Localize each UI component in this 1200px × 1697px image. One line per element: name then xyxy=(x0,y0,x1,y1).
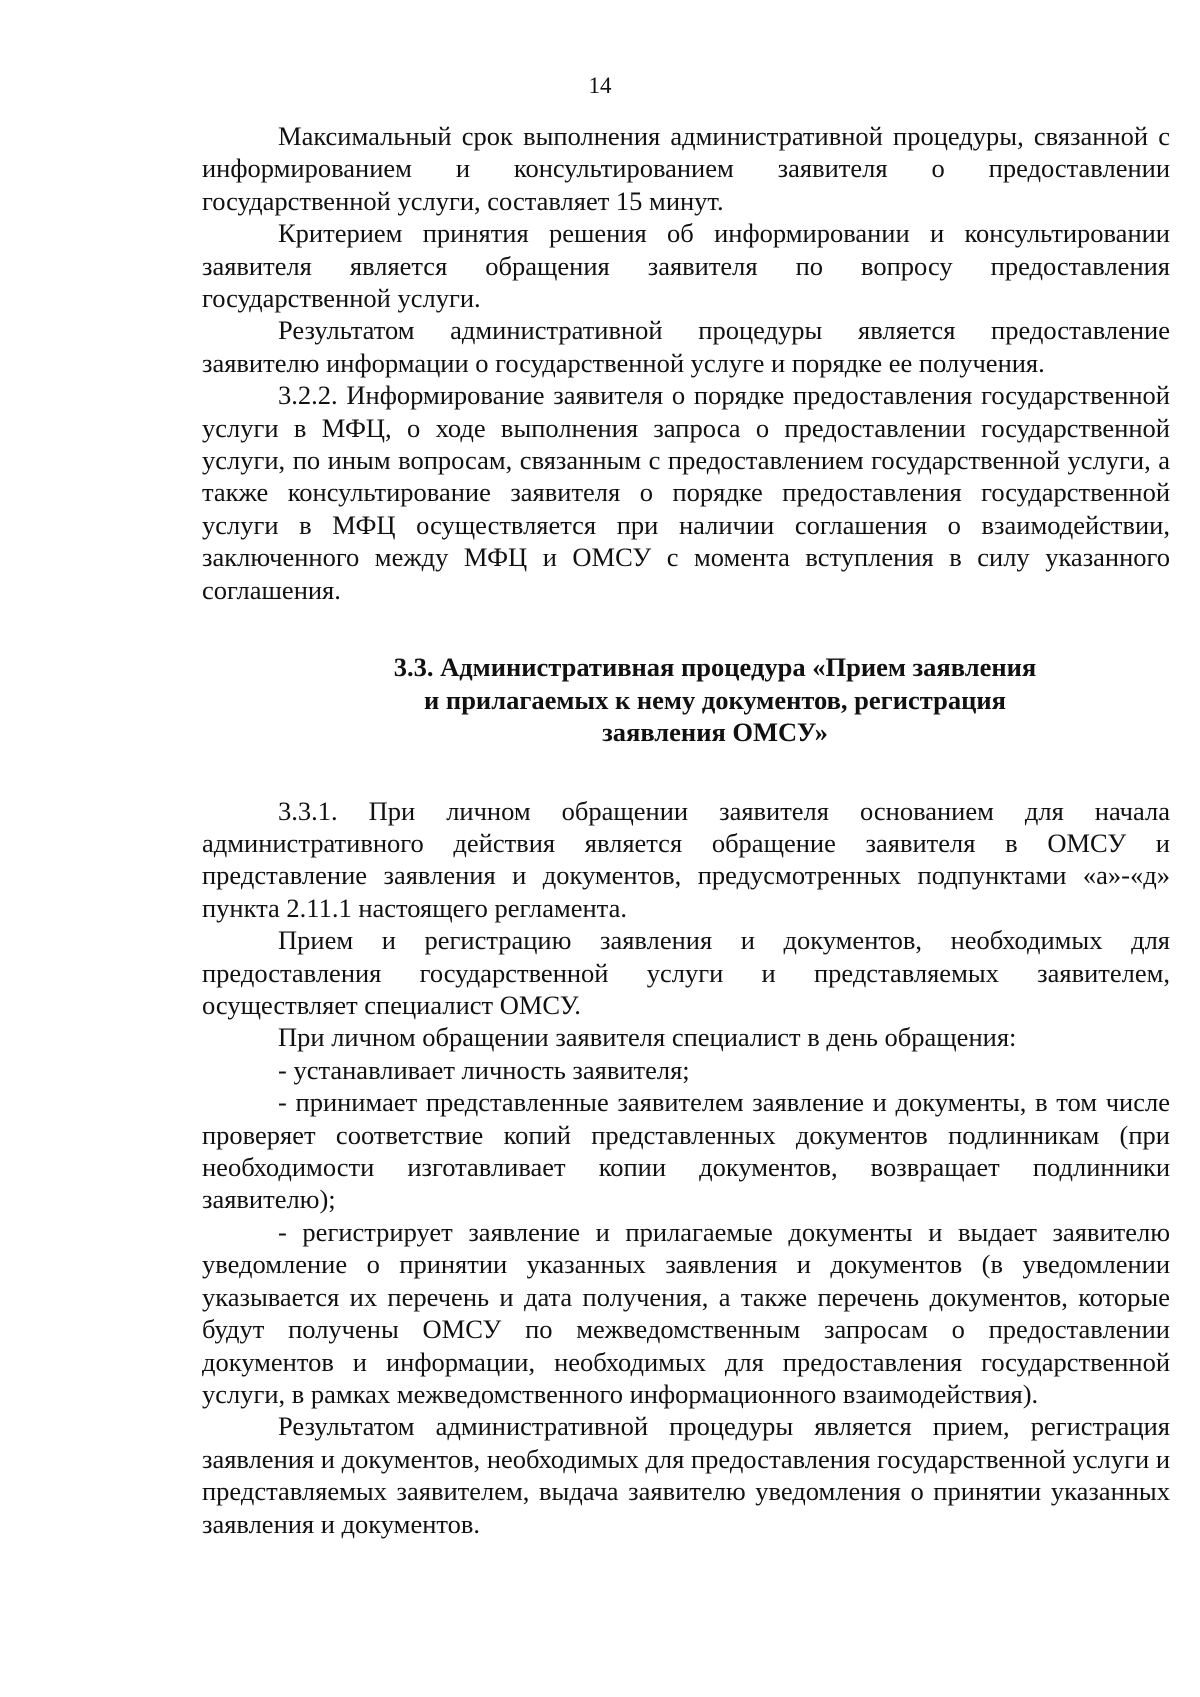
document-body xyxy=(202,120,1170,1540)
list-item: - принимает представленные заявителем заявление и документы, в том числе проверяет соответствие копий представленных документов подлинникам (при необходимости изготавливает копии документов, возвращает подлинники заявителю); xyxy=(202,1087,1170,1215)
paragraph: Максимальный срок выполнения административной процедуры, связанной с информированием и консультированием заявителя о предоставлении государственной услуги, составляет 15 минут. xyxy=(202,121,1170,216)
page-number: 14 xyxy=(588,73,612,98)
list-item: - устанавливает личность заявителя; xyxy=(278,1054,690,1085)
paragraph: Результатом административной процедуры является предоставление заявителю информации о государственной услуге и порядке ее получения. xyxy=(202,315,1170,378)
section-heading-line: заявления ОМСУ» xyxy=(602,717,828,748)
paragraph: Прием и регистрацию заявления и документов, необходимых для предоставления государственной услуги и представляемых заявителем, осуществляет специалист ОМСУ. xyxy=(202,925,1170,1021)
list-item: - регистрирует заявление и прилагаемые документы и выдает заявителю уведомление о принятии указанных заявления и документов (в уведомлении указывается их перечень и дата получения, а также перечень документов, которые будут получены ОМСУ по межведомственным запросам о предоставлении документов и информации, необходимых для предоставления государственной услуги, в рамках межведомственного информационного взаимодействия). xyxy=(202,1216,1170,1409)
paragraph: При личном обращении заявителя специалист в день обращения: xyxy=(278,1022,1017,1053)
paragraph: Критерием принятия решения об информировании и консультировании заявителя является обращения заявителя по вопросу предоставления государственной услуги. xyxy=(202,218,1170,314)
paragraph: 3.3.1. При личном обращении заявителя основанием для начала административного действия является обращение заявителя в ОМСУ и представление заявления и документов, предусмотренных подпунктами «а»-«д» пункта 2.11.1 настоящего регламента. xyxy=(202,795,1170,923)
section-heading xyxy=(202,651,1170,749)
section-heading-line: 3.3. Административная процедура «Прием заявления xyxy=(393,652,1037,683)
paragraph: Результатом административной процедуры является прием, регистрация заявления и документов, необходимых для предоставления государственной услуги и представляемых заявителем, выдача заявителю уведомления о принятии указанных заявления и документов. xyxy=(202,1411,1170,1539)
paragraph: 3.2.2. Информирование заявителя о порядке предоставления государственной услуги в МФЦ, о ходе выполнения запроса о предоставлении государственной услуги, по иным вопросам, связанным с предоставлением государственной услуги, а также консультирование заявителя о порядке предоставления государственной услуги в МФЦ осуществляется при наличии соглашения о взаимодействии, заключенного между МФЦ и ОМСУ с момента вступления в силу указанного соглашения. xyxy=(202,380,1170,605)
section-heading-line: и прилагаемых к нему документов, регистрация xyxy=(424,684,1006,715)
